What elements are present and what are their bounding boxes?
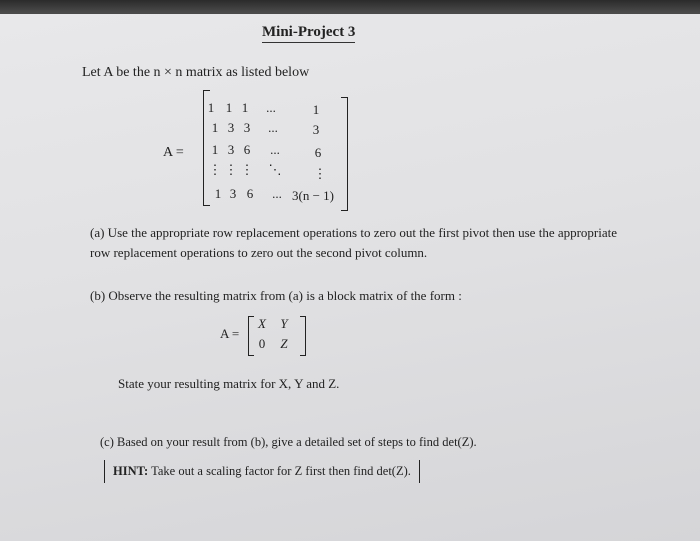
matrix-cell: 6 xyxy=(314,145,322,160)
block-matrix-right-bracket xyxy=(300,316,306,356)
matrix-cell: 3 xyxy=(229,186,237,201)
matrix-cell: 1 xyxy=(312,102,320,117)
hint-label: HINT: xyxy=(113,464,149,478)
matrix-cell: ... xyxy=(270,142,280,157)
hint-box xyxy=(104,460,420,483)
matrix-cell: 1 xyxy=(211,142,219,157)
matrix-cell: 6 xyxy=(246,186,254,201)
matrix-cell: ... xyxy=(272,186,282,201)
matrix-cell: 1 xyxy=(211,120,219,135)
matrix-label: A = xyxy=(163,145,184,160)
part-c-text: (c) Based on your result from (b), give a detailed set of steps to find det(Z). xyxy=(100,435,477,449)
matrix-cell: 3 xyxy=(312,122,320,137)
matrix-cell: ⋮ xyxy=(240,162,254,177)
matrix-cell: ... xyxy=(268,120,278,135)
matrix-cell: 3 xyxy=(243,120,251,135)
matrix-cell: ⋮ xyxy=(224,162,238,177)
block-matrix-label: A = xyxy=(220,326,240,341)
matrix-cell: ... xyxy=(266,100,276,115)
part-a-text: (a) Use the appropriate row replacement operations to zero out the first pivot then use the appropriate row replacement operations to zero out the second pivot column. xyxy=(90,225,618,260)
block-cell-x: X xyxy=(258,316,266,331)
matrix-right-bracket xyxy=(341,97,348,211)
page-title: Mini-Project 3 xyxy=(262,24,355,43)
block-cell-y: Y xyxy=(280,316,288,331)
intro-text: Let A be the n × n matrix as listed below xyxy=(82,65,310,80)
block-cell-zero: 0 xyxy=(258,336,266,351)
matrix-cell: 6 xyxy=(243,142,251,157)
hint-text: Take out a scaling factor for Z first then find det(Z). xyxy=(151,464,411,478)
state-instruction: State your resulting matrix for X, Y and Z. xyxy=(118,376,340,391)
matrix-cell: 1 xyxy=(207,100,215,115)
matrix-cell: 1 xyxy=(241,100,249,115)
document-page xyxy=(0,14,700,541)
matrix-cell: ⋮ xyxy=(313,166,327,181)
part-b-text: (b) Observe the resulting matrix from (a) is a block matrix of the form : xyxy=(90,288,462,303)
matrix-cell: ⋱ xyxy=(268,162,282,177)
matrix-cell: 1 xyxy=(225,100,233,115)
matrix-cell: 3(n − 1) xyxy=(292,188,334,203)
matrix-cell: 1 xyxy=(214,186,222,201)
matrix-cell: ⋮ xyxy=(208,162,222,177)
matrix-cell: 3 xyxy=(227,120,235,135)
block-cell-z: Z xyxy=(280,336,288,351)
matrix-cell: 3 xyxy=(227,142,235,157)
